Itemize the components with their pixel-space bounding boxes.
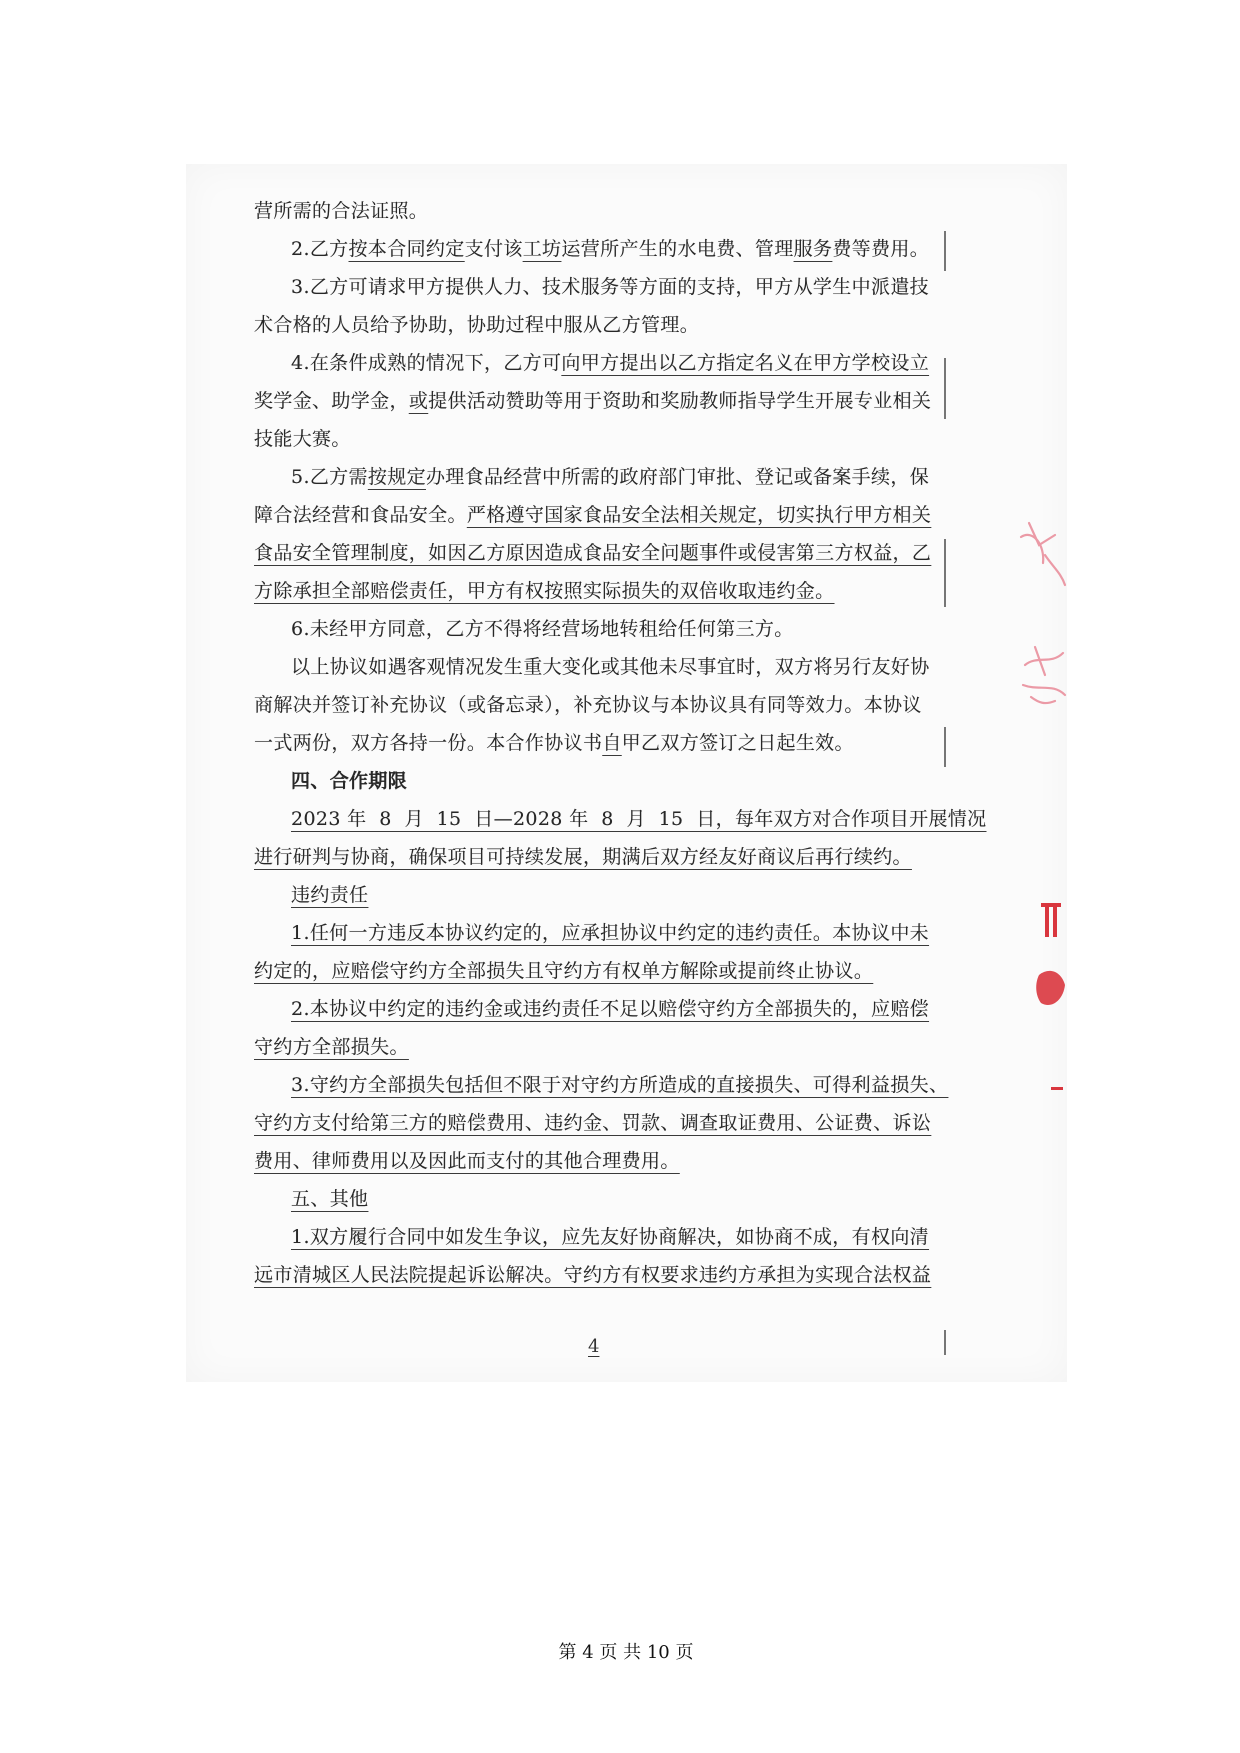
underlined-text: 方除承担全部赔偿责任，甲方有权按照实际损失的双倍收取违约金。 (254, 580, 835, 602)
underlined-text: 守约方支付给第三方的赔偿费用、违约金、罚款、调查取证费用、公证费、诉讼 (254, 1112, 932, 1134)
text-line (254, 838, 944, 876)
underlined-text: 2.本协议中约定的违约金或违约责任不足以赔偿守约方全部损失的，应赔偿 (291, 998, 930, 1020)
underlined-text: 费用、律师费用以及因此而支付的其他合理费用。 (254, 1150, 680, 1172)
text-line (254, 724, 944, 762)
underlined-text: 2023 年 8 月 15 日—2028 年 8 月 15 日，每年双方对合作项目开展情况 (291, 808, 987, 830)
text-segment: 费等费用。 (832, 238, 930, 260)
text-segment: 办理食品经营中所需的政府部门审批、登记或备案手续，保 (425, 466, 930, 488)
underlined-text: 守约方全部损失。 (254, 1036, 409, 1058)
text-line (254, 990, 944, 1028)
text-line (254, 1256, 944, 1294)
text-segment: 3.乙方可请求甲方提供人力、技术服务等方面的支持，甲方从学生中派遣技 (291, 276, 930, 298)
text-line (254, 192, 944, 230)
text-line (254, 230, 944, 268)
margin-mark (944, 358, 946, 419)
underlined-text: 1.任何一方违反本协议约定的，应承担协议中约定的违约责任。本协议中未 (291, 922, 930, 944)
text-segment: 甲乙双方签订之日起生效。 (621, 732, 854, 754)
text-line (254, 420, 944, 458)
text-line (254, 382, 944, 420)
text-segment: 奖学金、助学金， (254, 390, 409, 412)
text-segment: 5.乙方需 (291, 466, 368, 488)
text-line (254, 1218, 944, 1256)
underlined-text: 工坊 (522, 238, 562, 260)
section-heading (254, 762, 944, 800)
underlined-text: 服务 (793, 238, 833, 260)
underlined-text: 自 (602, 732, 622, 754)
text-line (254, 1142, 944, 1180)
page-footer: 第 4 页 共 10 页 (558, 1642, 694, 1663)
underlined-text: 严格遵守国家食品安全法相关规定，切实执行甲方相关 (466, 504, 932, 526)
text-line (254, 686, 944, 724)
seal-fragment (1015, 515, 1067, 1105)
underlined-text: 按本合同约定 (348, 238, 465, 260)
text-line (254, 1180, 944, 1218)
text-line (254, 306, 944, 344)
text-line (254, 572, 944, 610)
text-line (254, 496, 944, 534)
underlined-text: 进行研判与协商，确保项目可持续发展，期满后双方经友好商议后再行续约。 (254, 846, 912, 868)
text-line (254, 952, 944, 990)
margin-mark (944, 1330, 946, 1355)
text-line (254, 1028, 944, 1066)
margin-mark (944, 727, 946, 767)
underlined-text: 违约责任 (291, 884, 369, 906)
text-segment: 技能大赛。 (254, 428, 351, 450)
text-line (254, 1104, 944, 1142)
text-line (254, 458, 944, 496)
text-segment: 营所需的合法证照。 (254, 200, 429, 222)
document-body (254, 192, 987, 1294)
text-segment: 以上协议如遇客观情况发生重大变化或其他未尽事宜时，双方将另行友好协 (291, 656, 930, 678)
underlined-text: 或 (408, 390, 429, 412)
text-line (254, 344, 944, 382)
underlined-text: 3.守约方全部损失包括但不限于对守约方所造成的直接损失、可得利益损失、 (291, 1074, 949, 1096)
underlined-text: 食品安全管理制度，如因乙方原因造成食品安全问题事件或侵害第三方权益，乙 (254, 542, 932, 564)
scan-page-number: 4 (588, 1336, 600, 1357)
underlined-text: 约定的，应赔偿守约方全部损失且守约方有权单方解除或提前终止协议。 (254, 960, 874, 982)
text-line (254, 914, 944, 952)
underlined-text: 1.双方履行合同中如发生争议，应先友好协商解决，如协商不成，有权向清 (291, 1226, 930, 1248)
text-line (254, 876, 944, 914)
margin-mark (944, 231, 946, 271)
text-segment: 商解决并签订补充协议（或备忘录），补充协议与本协议具有同等效力。本协议 (254, 694, 922, 716)
text-line (254, 610, 944, 648)
text-segment: 4.在条件成熟的情况下，乙方可 (291, 352, 562, 374)
text-segment: 6.未经甲方同意，乙方不得将经营场地转租给任何第三方。 (291, 618, 794, 640)
text-segment: 障合法经营和食品安全。 (254, 504, 467, 526)
text-line (254, 1066, 949, 1104)
underlined-text: 按规定 (367, 466, 426, 488)
underlined-text: 远市清城区人民法院提起诉讼解决。守约方有权要求违约方承担为实现合法权益 (254, 1264, 932, 1286)
underlined-text: 向甲方提出以乙方指定名义在甲方学校设立 (561, 352, 930, 374)
text-line (254, 534, 944, 572)
text-segment: 支付该 (464, 238, 523, 260)
underlined-text: 五、其他 (291, 1188, 369, 1210)
text-segment: 2.乙方 (291, 238, 349, 260)
margin-mark (944, 539, 946, 607)
text-line (254, 268, 944, 306)
text-line (254, 648, 944, 686)
text-segment: 运营所产生的水电费、管理 (561, 238, 794, 260)
text-segment: 提供活动赞助等用于资助和奖励教师指导学生开展专业相关 (428, 390, 932, 412)
text-line (254, 800, 987, 838)
text-segment: 术合格的人员给予协助，协助过程中服从乙方管理。 (254, 314, 700, 336)
text-segment: 一式两份，双方各持一份。本合作协议书 (254, 732, 603, 754)
text-segment: 四、合作期限 (291, 770, 408, 792)
